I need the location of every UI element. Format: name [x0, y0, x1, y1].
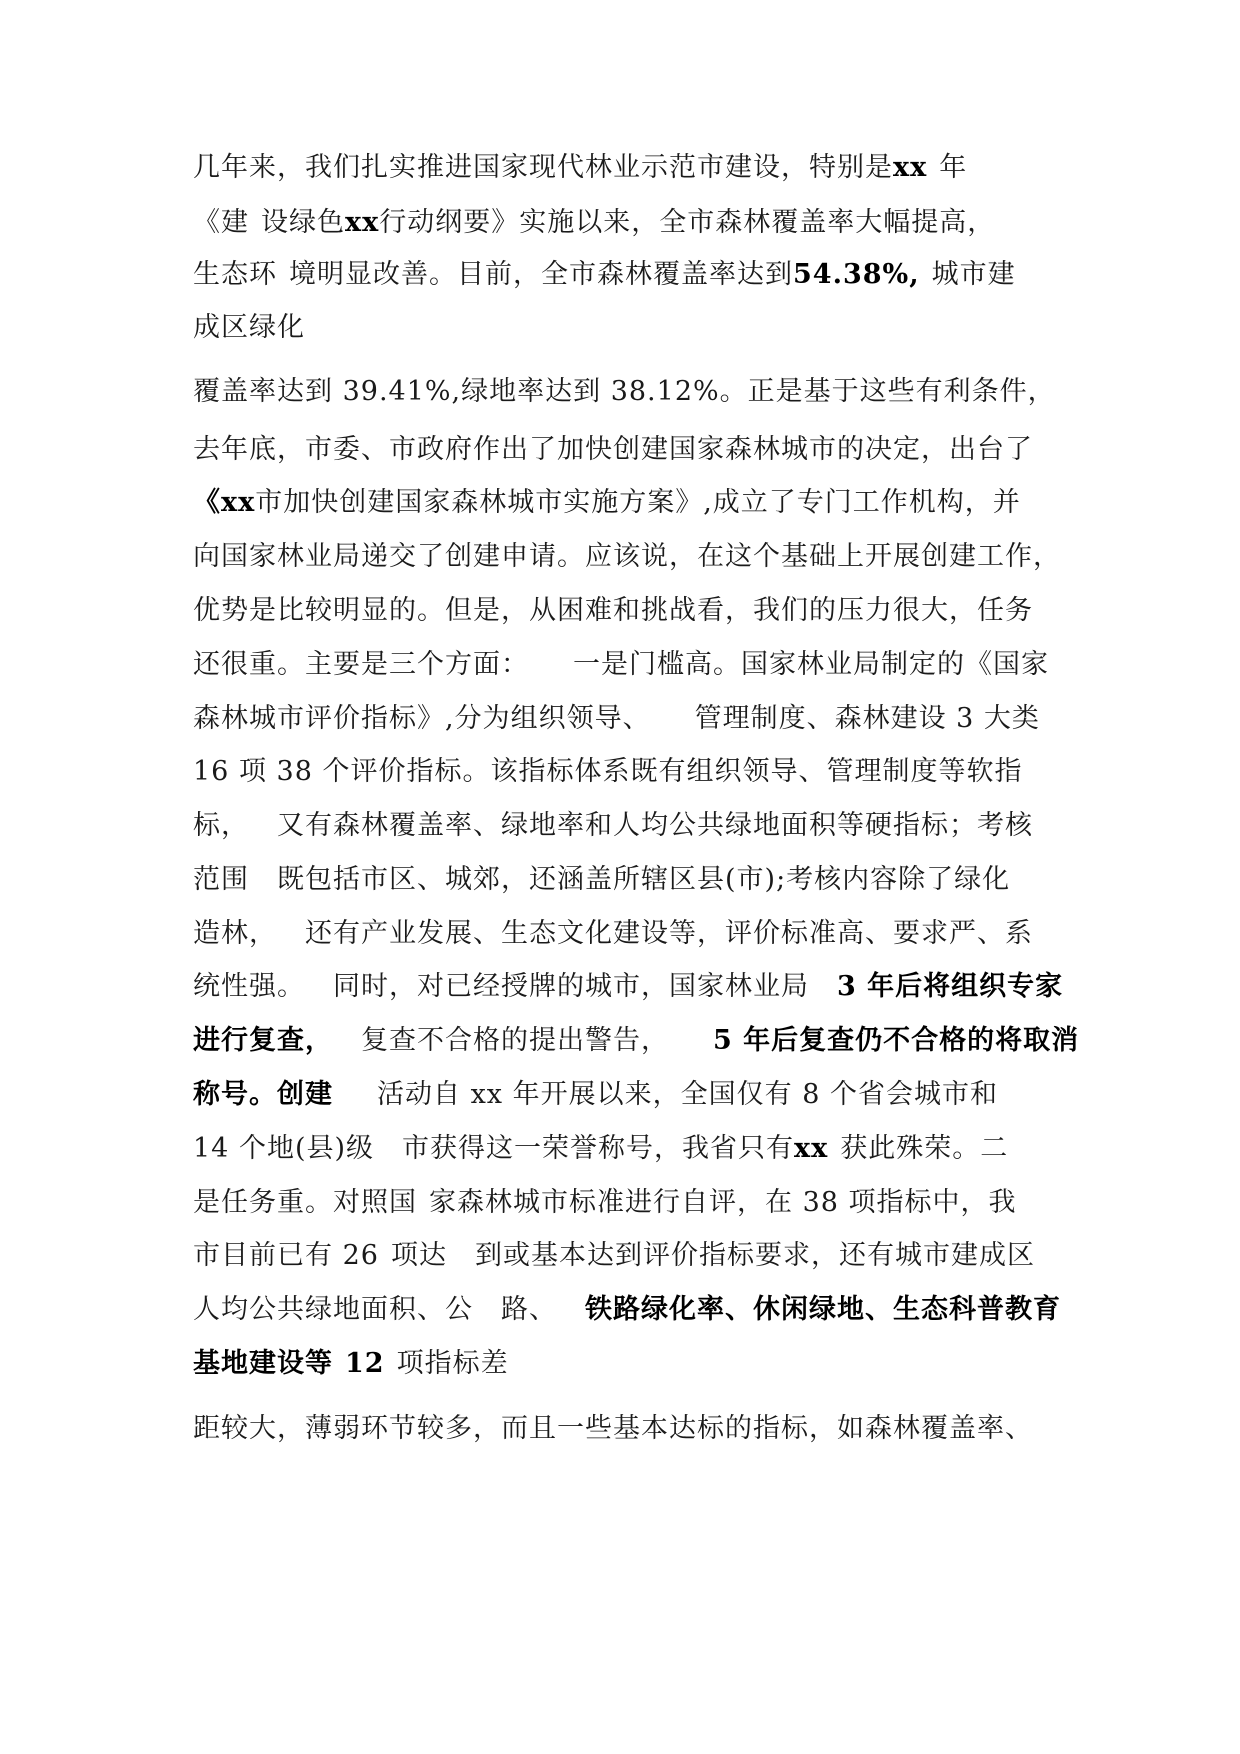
text-run: 距较大，薄弱环节较多，而且一些基本达标的指标，如森林覆盖率、	[193, 1413, 1033, 1444]
bold-text-run: 5 年后复查仍不合格的将取消	[713, 1025, 1080, 1056]
bold-text-run: 12	[345, 1348, 385, 1379]
text-run: 覆盖率达到 39.41%,绿地率达到 38.12%。正是基于这些有利条件，	[193, 376, 1056, 407]
text-line-15	[193, 914, 1073, 954]
bold-text-run: xx	[794, 1133, 829, 1164]
text-run: 优势是比较明显的。但是，从困难和挑战看，我们的压力很大，任务	[193, 595, 1033, 626]
text-run: 一是门槛高。国家林业局制定的《国家	[573, 649, 1049, 680]
text-line-6	[193, 430, 1073, 470]
text-run: 城市建	[931, 259, 1016, 290]
text-line-14	[193, 860, 1073, 900]
text-line-4	[193, 308, 1073, 348]
text-line-11	[193, 699, 1073, 739]
text-line-18	[193, 1075, 1073, 1115]
text-run: 标，	[193, 810, 249, 841]
bold-text-run: 进行复查，	[193, 1025, 333, 1056]
text-run: 还很重。主要是三个方面：	[193, 649, 529, 680]
text-line-21	[193, 1236, 1073, 1276]
text-run: 到或基本达到评价指标要求，还有城市建成区	[474, 1240, 1035, 1271]
text-line-19	[193, 1129, 1073, 1169]
text-line-5	[193, 372, 1073, 412]
text-run: 森林城市评价指标》,分为组织领导、	[193, 703, 651, 734]
text-run: 活动自 xx 年开展以来，全国仅有 8 个省会城市和	[377, 1079, 998, 1110]
text-run: 生态环	[193, 259, 277, 290]
text-run: 范围	[193, 864, 249, 895]
text-line-22	[193, 1290, 1073, 1330]
text-run: 家森林城市标准进行自评，在 38 项指标中，我	[429, 1187, 1017, 1218]
text-run: 去年底，市委、市政府作出了加快创建国家森林城市的决定，出台了	[193, 434, 1033, 465]
bold-text-run: 《xx	[193, 487, 256, 518]
text-run: 路、	[501, 1294, 557, 1325]
text-run: 是任务重。对照国	[193, 1187, 417, 1218]
text-line-17	[193, 1021, 1080, 1061]
text-run: 造林，	[193, 918, 277, 949]
text-run: 项指标差	[396, 1348, 509, 1379]
text-run: 既包括市区、城郊，还涵盖所辖区县(市);考核内容除了绿化	[277, 864, 1011, 895]
text-line-1	[193, 148, 1073, 188]
text-run: 市目前已有 26	[193, 1240, 379, 1271]
text-run: 境明显改善。目前，全市森林覆盖率达到	[289, 259, 793, 290]
text-run: 市加快创建国家森林城市实施方案》,成立了专门工作机构，并	[255, 487, 1021, 518]
bold-text-run: xx	[345, 207, 380, 238]
text-line-3	[193, 255, 1073, 295]
text-run: 统性强。	[193, 971, 305, 1002]
bold-text-run: 称号。创建	[193, 1079, 333, 1110]
text-run: 又有森林覆盖率、绿地率和人均公共绿地面积等硬指标；考核	[277, 810, 1033, 841]
text-line-2	[193, 203, 1073, 243]
text-line-13	[193, 806, 1073, 846]
text-run: 16 项 38 个评价指标。该指标体系既有组织领导、管理制度等软指	[193, 756, 1023, 787]
text-line-8	[193, 537, 1073, 577]
text-run: 获此殊荣。二	[840, 1133, 1009, 1164]
text-run: 《建	[193, 207, 249, 238]
text-run: 行动纲要》实施以来，全市森林覆盖率大幅提高，	[379, 207, 996, 238]
text-line-16	[193, 967, 1073, 1007]
text-run: 设绿色	[261, 207, 345, 238]
bold-text-run: 基地建设等	[193, 1348, 333, 1379]
text-run: 几年来，我们扎实推进国家现代林业示范市建设，特别是	[193, 152, 893, 183]
text-line-20	[193, 1183, 1073, 1223]
bold-text-run: 3 年后将组织专家	[837, 971, 1064, 1002]
text-run: 同时，对已经授牌的城市，国家林业局	[333, 971, 809, 1002]
text-run: 项达	[390, 1240, 447, 1271]
text-run: 复查不合格的提出警告，	[361, 1025, 669, 1056]
text-line-10	[193, 645, 1073, 685]
text-run: 管理制度、森林建设 3 大类	[694, 703, 1040, 734]
text-run: 向国家林业局递交了创建申请。应该说，在这个基础上开展创建工作，	[193, 541, 1061, 572]
bold-text-run: 铁路绿化率、休闲绿地、生态科普教育	[585, 1294, 1061, 1325]
text-run: 市获得这一荣誉称号，我省只有	[402, 1133, 795, 1164]
text-line-12	[193, 752, 1073, 792]
bold-text-run: xx	[893, 152, 928, 183]
bold-text-run: 54.38%,	[793, 259, 920, 290]
text-line-24	[193, 1409, 1073, 1449]
text-run: 人均公共绿地面积、公	[193, 1294, 473, 1325]
text-line-7	[193, 483, 1073, 523]
text-run: 14 个地(县)级	[193, 1133, 375, 1164]
text-run: 成区绿化	[193, 312, 305, 343]
text-run: 年	[939, 152, 968, 183]
text-line-23	[193, 1344, 1073, 1384]
text-run: 还有产业发展、生态文化建设等，评价标准高、要求严、系	[305, 918, 1033, 949]
text-line-9	[193, 591, 1073, 631]
